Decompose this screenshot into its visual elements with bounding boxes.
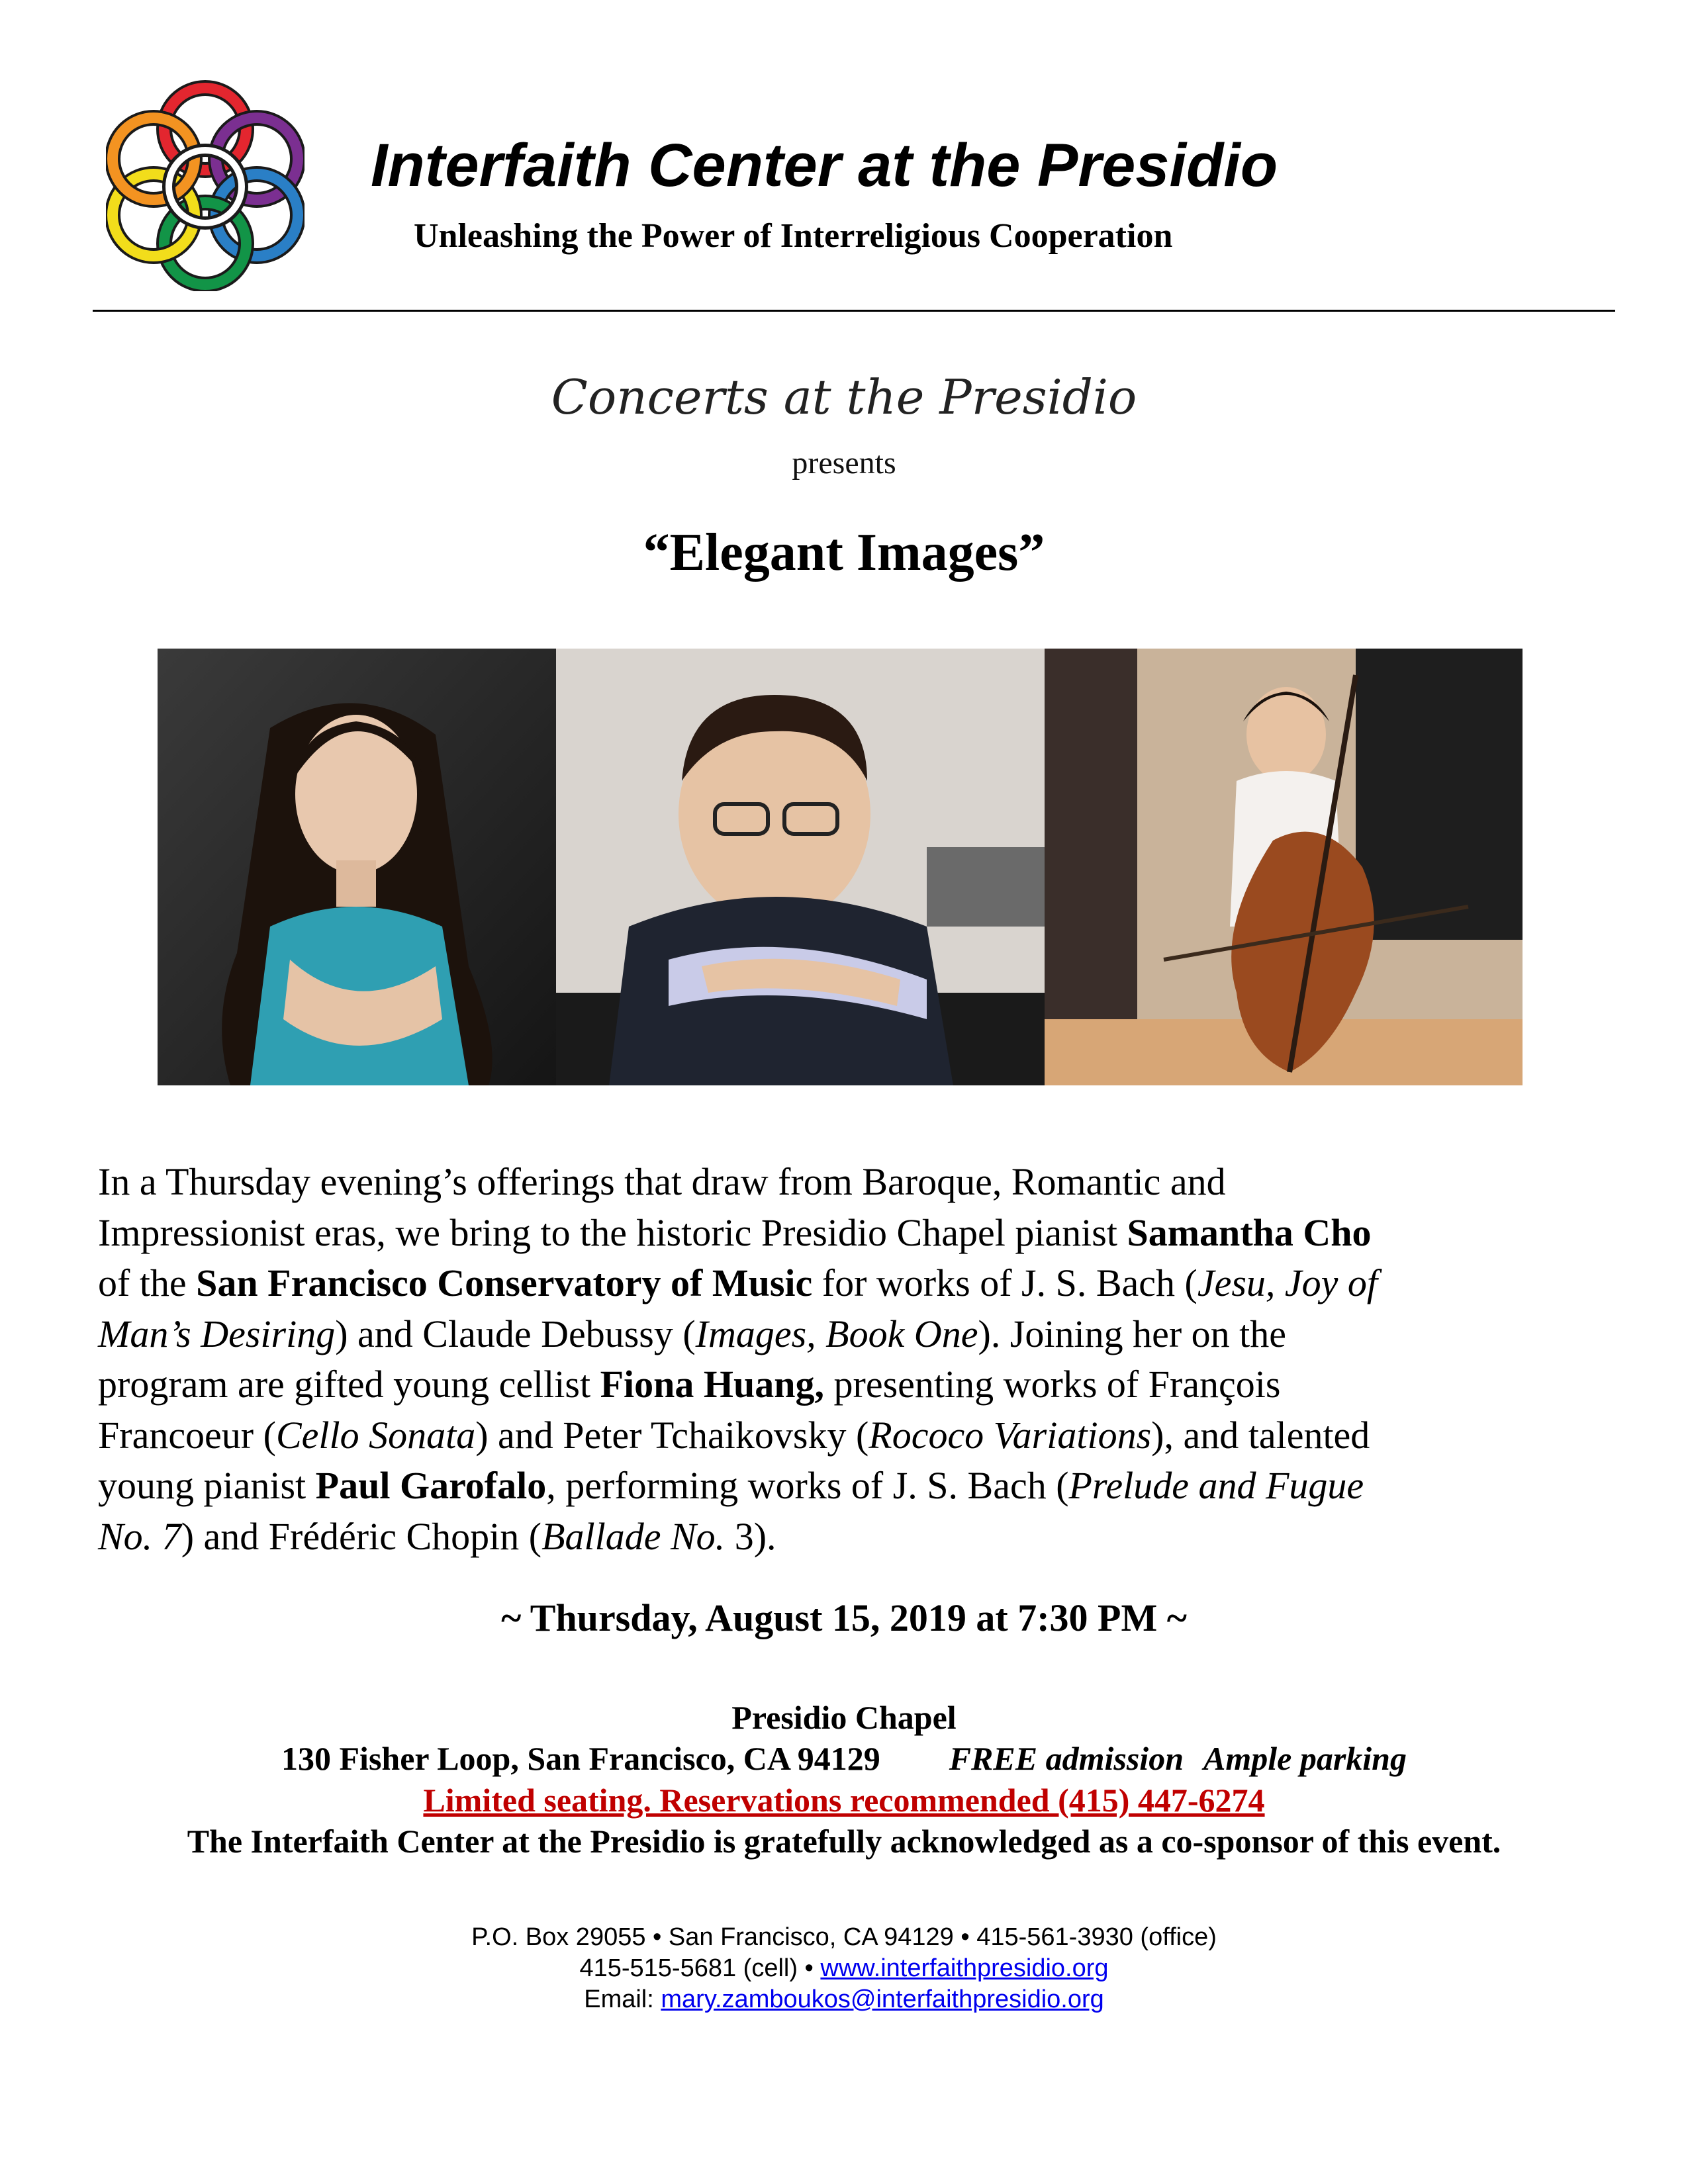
description-text: young pianist xyxy=(98,1464,316,1507)
website-link[interactable]: www.interfaithpresidio.org xyxy=(820,1954,1109,1982)
work-title: Jesu, Joy of xyxy=(1197,1261,1378,1304)
description-text: 3). xyxy=(725,1514,776,1558)
admission-info: FREE admission xyxy=(949,1740,1184,1777)
email-label: Email: xyxy=(584,1985,661,2013)
venue-address: 130 Fisher Loop, San Francisco, CA 94129 xyxy=(281,1740,880,1777)
venue-details xyxy=(0,1737,1688,1780)
photo-pianist-boy xyxy=(556,649,1045,1085)
description-text: of the xyxy=(98,1261,197,1304)
header-divider xyxy=(93,310,1615,312)
work-title: Ballade No. xyxy=(541,1514,726,1558)
work-title: Cello Sonata xyxy=(275,1413,476,1457)
description-line xyxy=(98,1359,1614,1410)
work-title: Man’s Desiring xyxy=(98,1312,336,1355)
work-title: Images, Book One xyxy=(695,1312,978,1355)
description-text: presenting works of François xyxy=(824,1363,1281,1406)
description-text: Francoeur ( xyxy=(98,1413,276,1457)
description-text: In a Thursday evening’s offerings that draw from Baroque, Romantic and xyxy=(98,1160,1226,1203)
concert-description xyxy=(98,1157,1614,1562)
work-title: No. 7 xyxy=(98,1514,181,1558)
footer-cell: 415-515-5681 (cell) • xyxy=(579,1954,821,1982)
description-line xyxy=(98,1512,1614,1563)
presents-label: presents xyxy=(792,445,896,480)
email-link[interactable]: mary.zamboukos@interfaithpresidio.org xyxy=(661,1985,1104,2013)
performer-name-samantha-cho: Samantha Cho xyxy=(1127,1210,1372,1254)
description-line xyxy=(98,1461,1614,1512)
description-text: , performing works of J. S. Bach ( xyxy=(546,1464,1069,1507)
performer-photos xyxy=(158,649,1523,1085)
event-date: ~ Thursday, August 15, 2019 at 7:30 PM ~ xyxy=(501,1596,1187,1639)
description-text: ) and Peter Tchaikovsky ( xyxy=(475,1413,869,1457)
description-line xyxy=(98,1157,1614,1208)
venue-name: Presidio Chapel xyxy=(731,1699,957,1736)
sponsor-acknowledgement: The Interfaith Center at the Presidio is gratefully acknowledged as a co-sponsor of this event. xyxy=(187,1823,1501,1860)
conservatory-name: San Francisco Conservatory of Music xyxy=(196,1261,813,1304)
work-title: Prelude and Fugue xyxy=(1068,1464,1364,1507)
work-title: Rococo Variations xyxy=(868,1413,1152,1457)
reservations-notice: Limited seating. Reservations recommended (415) 447-6274 xyxy=(423,1782,1265,1819)
concert-title: “Elegant Images” xyxy=(643,523,1045,582)
description-text: ) and Claude Debussy ( xyxy=(335,1312,696,1355)
description-text: for works of J. S. Bach ( xyxy=(812,1261,1197,1304)
interfaith-logo xyxy=(106,66,305,291)
footer-address: P.O. Box 29055 • San Francisco, CA 94129 • 415-561-3930 (office) xyxy=(471,1923,1217,1951)
performer-name-fiona-huang: Fiona Huang, xyxy=(600,1363,825,1406)
description-text: program are gifted young cellist xyxy=(98,1363,600,1406)
photo-cellist-girl xyxy=(1045,649,1523,1085)
footer-contact xyxy=(0,1952,1688,1984)
performer-name-paul-garofalo: Paul Garofalo xyxy=(315,1464,547,1507)
description-text: ) and Frédéric Chopin ( xyxy=(181,1514,542,1558)
description-line xyxy=(98,1309,1614,1360)
description-line xyxy=(98,1410,1614,1461)
description-text: ). Joining her on the xyxy=(978,1312,1287,1355)
org-title: Interfaith Center at the Presidio xyxy=(371,132,1278,199)
org-tagline: Unleashing the Power of Interreligious Cooperation xyxy=(414,217,1173,255)
description-line xyxy=(98,1208,1614,1259)
description-line xyxy=(98,1258,1614,1309)
description-text: Impressionist eras, we bring to the historic Presidio Chapel pianist xyxy=(98,1210,1127,1254)
photo-pianist-woman xyxy=(158,649,556,1085)
description-text: ), and talented xyxy=(1151,1413,1370,1457)
parking-info: Ample parking xyxy=(1203,1740,1407,1777)
concert-series-title: Concerts at the Presidio xyxy=(551,369,1137,425)
footer-email xyxy=(0,1983,1688,2015)
